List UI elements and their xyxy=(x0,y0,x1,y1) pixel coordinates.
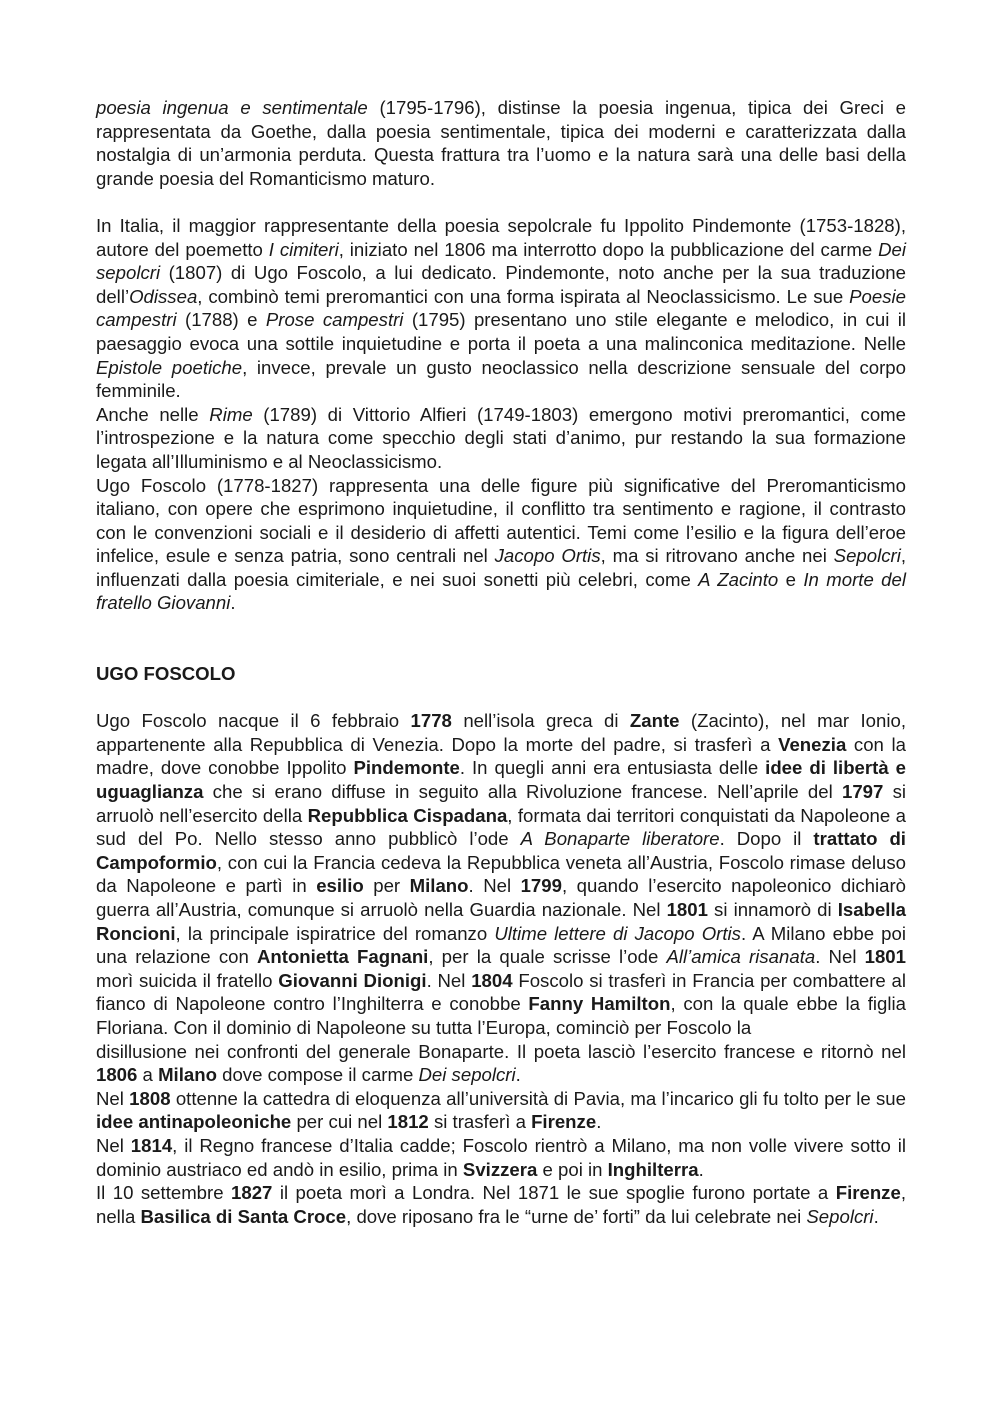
text-run: , combinò temi preromantici con una forma ispirata al Neoclassicismo. Le sue xyxy=(197,285,850,307)
text-run: , con la quale ebbe la figlia Floriana. Con il dominio di Napoleone su tutta l’Europa, cominciò per Foscolo la xyxy=(96,993,906,1038)
italic-text: Poesie campestri xyxy=(96,285,906,331)
text-run: , per la quale scrisse l’ode xyxy=(428,946,667,968)
text-run: , formata dai territori conquistati da Napoleone a sud del Po. Nello stesso anno pubblicò l’ode xyxy=(96,804,906,850)
text-run: . xyxy=(230,592,236,614)
bold-text: idee di libertà e uguaglianza xyxy=(96,757,906,803)
text-run: nell’isola greca di xyxy=(451,710,630,732)
bold-text: Svizzera xyxy=(462,1158,538,1180)
italic-text: Odissea xyxy=(129,285,198,307)
bold-text: Milano xyxy=(409,875,469,897)
paragraph-spacer xyxy=(96,686,906,710)
text-run: , iniziato nel 1806 ma interrotto dopo la pubblicazione del carme xyxy=(338,238,879,260)
bold-text: Firenze xyxy=(531,1111,597,1133)
paragraph-alfieri xyxy=(96,403,906,474)
italic-text: Prose campestri xyxy=(265,309,404,331)
text-run: Nel xyxy=(96,1087,130,1109)
italic-text: Sepolcri xyxy=(806,1205,874,1227)
text-run: , con cui la Francia cedeva la Repubblica veneta all’Austria, Foscolo rimase deluso da Napoleone e partì in xyxy=(96,851,906,897)
text-run: , dove riposano fra le “urne de’ forti” da lui celebrate nei xyxy=(346,1205,807,1227)
paragraph-spacer xyxy=(96,190,906,214)
italic-text: In morte del fratello Giovanni xyxy=(96,568,906,614)
text-run: . Nel xyxy=(815,946,865,968)
bold-text: 1808 xyxy=(129,1087,171,1109)
text-run: . xyxy=(596,1111,602,1133)
bold-text: Inghilterra xyxy=(607,1158,699,1180)
bold-text: esilio xyxy=(316,875,364,897)
italic-text: A Bonaparte liberatore xyxy=(520,828,720,850)
text-run: dove compose il carme xyxy=(216,1064,419,1086)
bold-text: idee antinapoleoniche xyxy=(96,1111,292,1133)
italic-text: Sepolcri xyxy=(833,545,901,567)
bold-text: Antonietta Fagnani xyxy=(256,946,429,968)
text-run: (1788) e xyxy=(176,309,266,331)
text-run: Foscolo si trasferì in Francia per combattere al fianco di Napoleone contro l’Inghilterra e conobbe xyxy=(96,969,906,1015)
text-run: (Zacinto), nel mar Ionio, appartenente alla Repubblica di Venezia. Dopo la morte del padre, si trasferì a xyxy=(96,710,907,755)
section-spacer xyxy=(96,615,906,662)
text-run: . A Milano ebbe poi una relazione con xyxy=(96,922,906,968)
text-run: e poi in xyxy=(537,1158,608,1180)
text-run: si innamorò di xyxy=(707,899,838,920)
bold-text: Zante xyxy=(629,710,680,732)
text-run: . Nel xyxy=(468,875,521,897)
italic-text: A Zacinto xyxy=(698,568,779,590)
text-run: (1789) di Vittorio Alfieri (1749-1803) emergono motivi preromantici, come l’introspezione e la natura come specchio degli stati d’animo, pur restando la sua formazione legata all’Illuminismo e al Neoclassicismo. xyxy=(96,403,907,472)
text-run: il poeta morì a Londra. Nel 1871 le sue spoglie furono portate a xyxy=(272,1182,836,1204)
bold-text: 1801 xyxy=(864,946,906,968)
paragraph-schiller xyxy=(96,96,906,190)
bold-text: trattato di Campoformio xyxy=(96,828,906,873)
text-run: (1807) di Ugo Foscolo, a lui dedicato. Pindemonte, noto anche per la sua traduzione dell’ xyxy=(96,262,906,307)
bold-text: 1797 xyxy=(841,781,884,803)
bold-text: 1806 xyxy=(96,1064,138,1086)
bold-text: 1801 xyxy=(666,899,708,920)
text-run: . xyxy=(698,1158,704,1180)
text-run: Ugo Foscolo (1778-1827) rappresenta una delle figure più significative del Preromanticismo italiano, con opere che esprimono inquietudine, il conflitto tra sentimento e ragione, il contrasto con le convenzioni sociali e il desiderio di affetti autentici. Temi come l’esilio e la figura dell’eroe infelice, esule e senza patria, sono centrali nel xyxy=(96,474,906,567)
text-run: a xyxy=(137,1064,159,1086)
bold-text: Giovanni Dionigi xyxy=(278,969,427,991)
text-run: Anche nelle xyxy=(96,403,210,425)
bold-text: Fanny Hamilton xyxy=(528,993,671,1015)
text-run: Ugo Foscolo nacque il 6 febbraio xyxy=(96,710,411,732)
italic-text: poesia ingenua e sentimentale xyxy=(96,97,368,118)
text-run: , quando l’esercito napoleonico dichiarò guerra all’Austria, comunque si arruolò nella Guardia nazionale. Nel xyxy=(96,875,906,920)
text-run: . Nel xyxy=(426,969,472,991)
text-run: per cui nel xyxy=(291,1111,388,1133)
text-run: con la madre, dove conobbe Ippolito xyxy=(96,733,906,779)
text-run: , invece, prevale un gusto neoclassico nella descrizione sensuale del corpo femminile. xyxy=(96,356,906,402)
text-run: . xyxy=(515,1064,521,1086)
text-run: si arruolò nell’esercito della xyxy=(96,781,907,826)
italic-text: All’amica risanata xyxy=(666,946,816,968)
text-run: (1795) presentano uno stile elegante e melodico, in cui il paesaggio evoca una sottile inquietudine e porta il poeta a una malinconica meditazione. Nelle xyxy=(96,309,906,354)
text-run: Nel xyxy=(96,1134,131,1156)
text-run: che si erano diffuse in seguito alla Rivoluzione francese. Nell’aprile del xyxy=(203,781,842,803)
bold-text: 1827 xyxy=(231,1182,273,1204)
bold-text: Venezia xyxy=(778,733,847,755)
paragraph-bio-1814 xyxy=(96,1134,906,1181)
text-run: si trasferì a xyxy=(428,1111,532,1133)
bold-text: 1804 xyxy=(471,969,513,991)
text-run: In Italia, il maggior rappresentante della poesia sepolcrale fu Ippolito Pindemonte (1753-1828), autore del poemetto xyxy=(96,214,906,260)
document-page xyxy=(96,96,906,1228)
bold-text: Firenze xyxy=(835,1182,901,1204)
italic-text: Ultime lettere di Jacopo Ortis xyxy=(494,922,741,944)
text-run: . xyxy=(873,1205,879,1227)
text-run: . Dopo il xyxy=(719,828,814,850)
italic-text: Jacopo Ortis xyxy=(494,545,601,567)
text-run: , ma si ritrovano anche nei xyxy=(600,545,834,567)
italic-text: I cimiteri xyxy=(268,238,339,260)
italic-text: Dei sepolcri xyxy=(418,1064,516,1086)
italic-text: Dei sepolcri xyxy=(96,238,906,284)
bold-text: Basilica di Santa Croce xyxy=(140,1205,347,1227)
paragraph-foscolo-intro xyxy=(96,474,906,616)
bold-text: 1814 xyxy=(130,1134,173,1156)
section-heading: UGO FOSCOLO xyxy=(96,663,236,685)
bold-text: 1799 xyxy=(520,875,562,897)
paragraph-bio-1827 xyxy=(96,1181,906,1228)
text-run: ottenne la cattedra di eloquenza all’università di Pavia, ma l’incarico gli fu tolto per le sue xyxy=(170,1087,906,1109)
bold-text: 1778 xyxy=(410,710,452,732)
paragraph-bio-1808 xyxy=(96,1087,906,1134)
bold-text: Isabella Roncioni xyxy=(96,899,906,944)
text-run: . In quegli anni era entusiasta delle xyxy=(459,757,766,779)
text-run: per xyxy=(363,875,410,897)
italic-text: Rime xyxy=(209,403,253,425)
bold-text: Pindemonte xyxy=(353,757,460,779)
text-run: , nella xyxy=(96,1182,906,1227)
text-run: e xyxy=(778,568,804,590)
text-run: , la principale ispiratrice del romanzo xyxy=(175,922,495,944)
italic-text: Epistole poetiche xyxy=(96,356,243,378)
text-run: disillusione nei confronti del generale Bonaparte. Il poeta lasciò l’esercito francese e ritornò nel xyxy=(96,1040,906,1062)
text-run: Il 10 settembre xyxy=(96,1182,232,1204)
bold-text: Milano xyxy=(158,1064,217,1086)
text-run: , il Regno francese d’Italia cadde; Foscolo rientrò a Milano, ma non volle vivere sotto il dominio austriaco ed andò in esilio, prima in xyxy=(96,1134,906,1180)
text-run: , influenzati dalla poesia cimiteriale, e nei suoi sonetti più celebri, come xyxy=(96,545,907,590)
text-run: morì suicida il fratello xyxy=(96,969,279,991)
paragraph-pindemonte xyxy=(96,214,906,403)
bold-text: 1812 xyxy=(387,1111,429,1133)
bold-text: Repubblica Cispadana xyxy=(307,804,508,826)
paragraph-bio-main xyxy=(96,709,906,1087)
text-run: (1795-1796), distinse la poesia ingenua, tipica dei Greci e rappresentata da Goethe, dalla poesia sentimentale, tipica dei moderni e caratterizzata dalla nostalgia di un’armonia perduta. Questa frattura tra l’uomo e la natura sarà una delle basi della grande poesia del Romanticismo maturo. xyxy=(96,97,906,189)
